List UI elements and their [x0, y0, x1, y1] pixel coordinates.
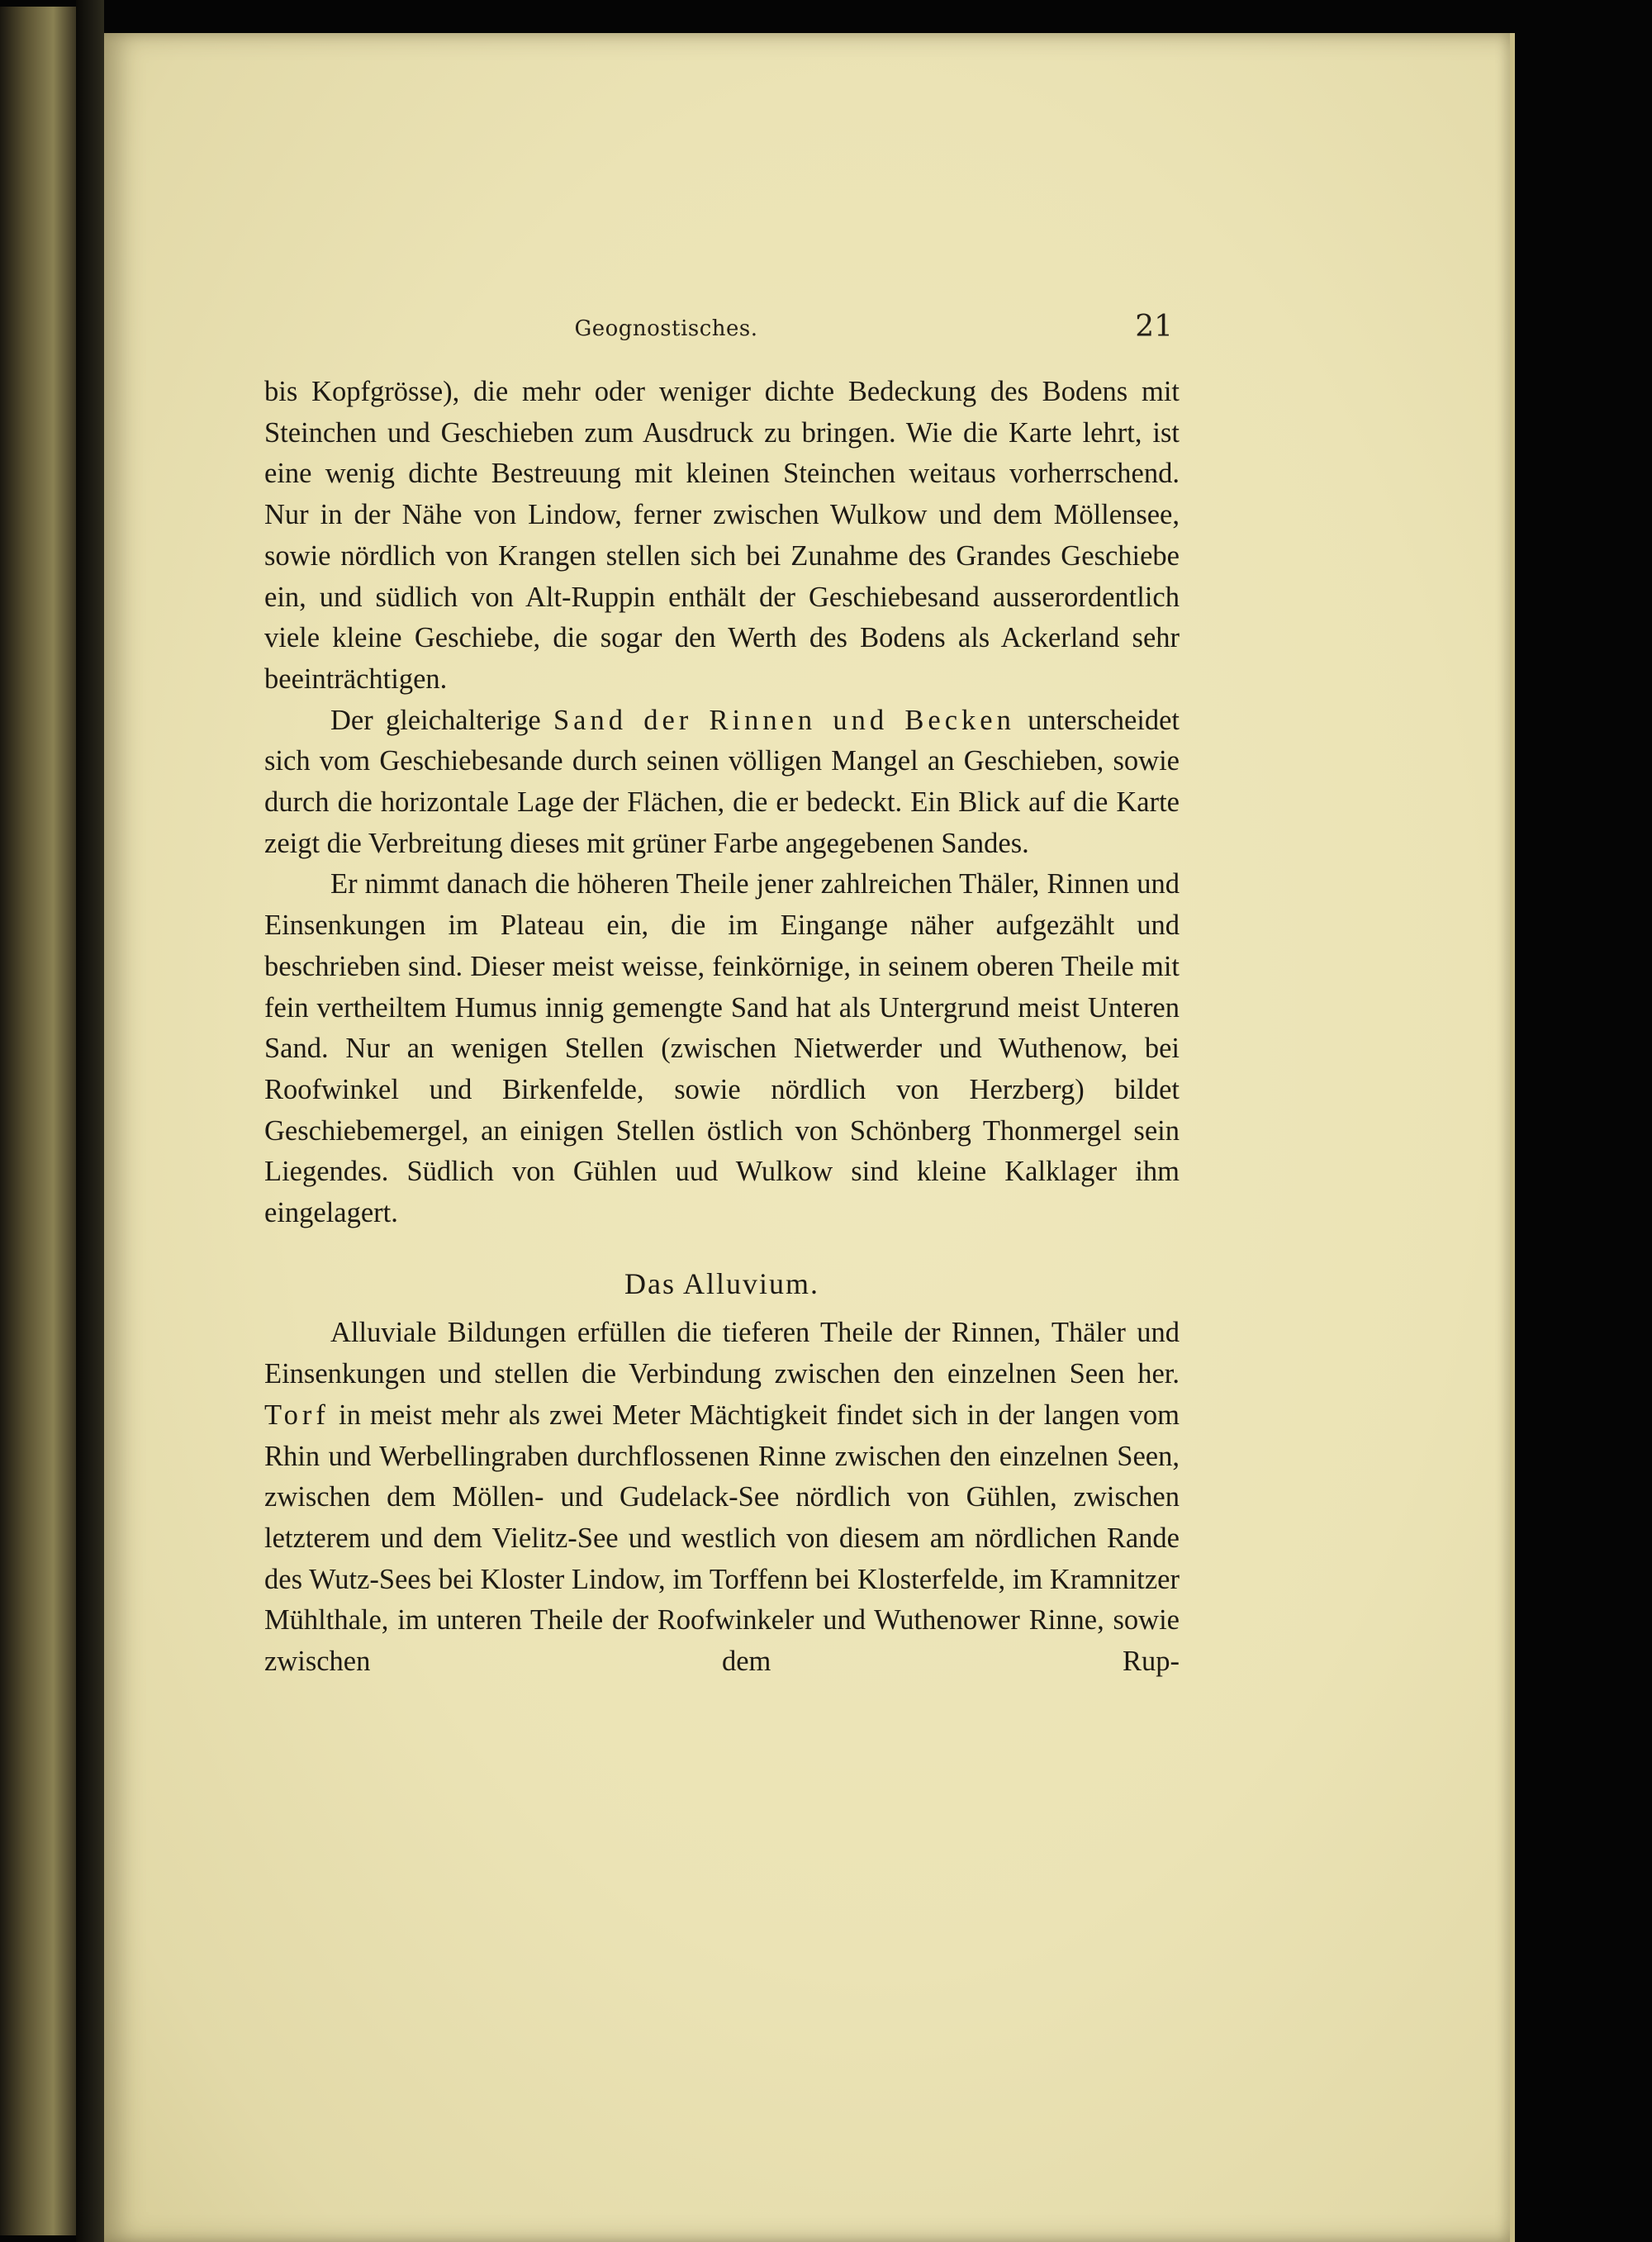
- paragraph-geschiebesand: bis Kopfgrösse), die mehr oder weniger dichte Bedeckung des Bodens mit Steinchen und Geschieben zum Ausdruck zu bringen. Wie die Karte lehrt, ist eine wenig dichte Bestreuung mit kleinen Steinchen weitaus vorherrschend. Nur in der Nähe von Lindow, ferner zwischen Wulkow und dem Möllensee, sowie nördlich von Krangen stellen sich bei Zunahme des Grandes Geschiebe ein, und südlich von Alt-Ruppin enthält der Geschiebesand ausserordentlich viele kleine Geschiebe, die sogar den Werth des Bodens als Ackerland sehr beeinträchtigen.: [264, 376, 1180, 695]
- page-fore-edge: [1510, 33, 1515, 2242]
- paragraph-alluvium-rest: in meist mehr als zwei Meter Mächtigkeit findet sich in der langen vom Rhin und Werbellingraben durchflossenen Rinne zwischen den einzelnen Seen, zwischen dem Möllen- und Gudelack-See nördlich von Gühlen, zwischen letzterem und dem Vielitz-See und westlich von diesem am nördlichen Rande des Wutz-Sees bei Kloster Lindow, im Torffenn bei Klosterfelde, im Kramnitzer Mühlthale, im unteren Theile der Roofwinkeler und Wuthenower Rinne, sowie zwischen dem Rup-: [264, 1399, 1180, 1678]
- running-head: [159, 311, 1173, 361]
- spaced-term-sand-der-rinnen: Sand der Rinnen und Becken: [553, 704, 1015, 736]
- paragraph-verbreitung: Er nimmt danach die höheren Theile jener zahlreichen Thäler, Rinnen und Einsenkungen im Plateau ein, die im Eingange näher aufgezählt und beschrieben sind. Dieser meist weisse, feinkörnige, in seinem oberen Theile mit fein vertheiltem Humus innig gemengte Sand hat als Untergrund meist Unteren Sand. Nur an wenigen Stellen (zwischen Nietwerder und Wuthenow, bei Roofwinkel und Birkenfelde, sowie nördlich von Herzberg) bildet Geschiebemergel, an einigen Stellen östlich von Schönberg Thonmergel sein Liegendes. Südlich von Gühlen uud Wulkow sind kleine Kalklager ihm eingelagert.: [264, 868, 1180, 1229]
- book-gutter: [76, 0, 104, 2242]
- paragraph-rinnensand: [264, 701, 1180, 865]
- body-text: [264, 372, 1180, 1683]
- paragraph-alluvium-start: Alluviale Bildungen erfüllen die tieferen Theile der Rinnen, Thäler und Einsenkungen und stellen die Verbindung zwischen den einzelnen Seen her.: [264, 1317, 1180, 1390]
- paragraph-rinnensand-start: Der gleichalterige: [330, 704, 541, 736]
- section-heading-alluvium: Das Alluvium.: [624, 1266, 819, 1300]
- facing-page-edge: [0, 7, 76, 2235]
- spaced-term-torf: Torf: [264, 1399, 330, 1431]
- paragraph-alluvium: [264, 1313, 1180, 1682]
- paragraph-rinnensand-rest: unterscheidet sich vom Geschiebesande durch seinen völligen Mangel an Geschieben, sowie durch die horizontale Lage der Flächen, die er bedeckt. Ein Blick auf die Karte zeigt die Verbreitung dieses mit grüner Farbe angegebenen Sandes.: [264, 704, 1180, 859]
- running-head-title: Geognostisches.: [574, 316, 758, 341]
- page-number: 21: [1135, 310, 1173, 344]
